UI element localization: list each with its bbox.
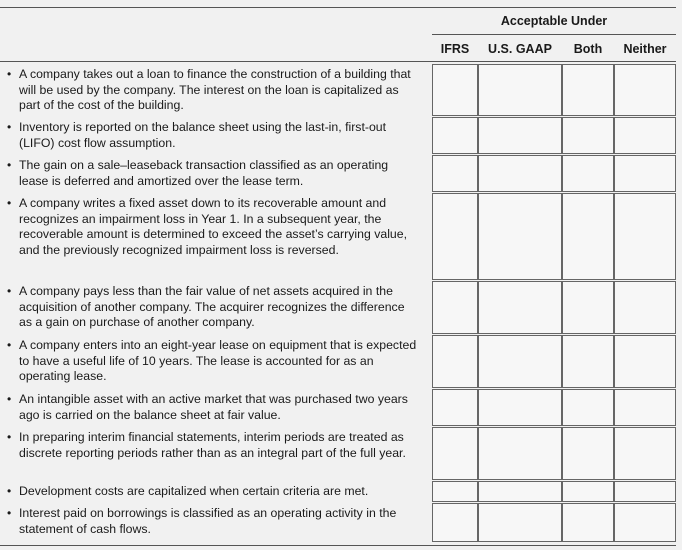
answer-box-neither[interactable] bbox=[614, 335, 676, 388]
table-row bbox=[0, 64, 432, 116]
answer-box-both[interactable] bbox=[562, 281, 614, 334]
answer-box-us-gaap[interactable] bbox=[478, 503, 562, 542]
bullet-icon: • bbox=[7, 196, 12, 210]
answer-box-neither[interactable] bbox=[614, 481, 676, 502]
answer-box-neither[interactable] bbox=[614, 64, 676, 116]
answer-box-both[interactable] bbox=[562, 155, 614, 192]
bullet-icon: • bbox=[7, 284, 12, 298]
bullet-icon: • bbox=[7, 67, 12, 81]
answer-box-ifrs[interactable] bbox=[432, 64, 478, 116]
table-row bbox=[0, 427, 432, 480]
answer-box-neither[interactable] bbox=[614, 155, 676, 192]
answer-box-neither[interactable] bbox=[614, 281, 676, 334]
answer-box-both[interactable] bbox=[562, 481, 614, 502]
group-header: Acceptable Under bbox=[500, 14, 608, 28]
statement-item bbox=[7, 284, 417, 331]
statement-text: A company enters into an eight-year lease on equipment that is expected to have a useful life of 10 years. The lease is accounted for as an operating lease. bbox=[19, 338, 417, 384]
answer-box-both[interactable] bbox=[562, 427, 614, 480]
answer-box-neither[interactable] bbox=[614, 427, 676, 480]
table-row bbox=[0, 281, 432, 334]
statement-item bbox=[7, 430, 417, 461]
statement-text: A company takes out a loan to finance the construction of a building that will be used by the company. The interest on the loan is capitalized as part of the cost of the building. bbox=[19, 67, 411, 113]
statement-text: Interest paid on borrowings is classified as an operating activity in the statement of cash flows. bbox=[19, 506, 397, 536]
statement-text: An intangible asset with an active market that was purchased two years ago is carried on the balance sheet at fair value. bbox=[19, 392, 408, 422]
answer-box-both[interactable] bbox=[562, 503, 614, 542]
answer-box-us-gaap[interactable] bbox=[478, 155, 562, 192]
answer-box-us-gaap[interactable] bbox=[478, 427, 562, 480]
answer-box-neither[interactable] bbox=[614, 389, 676, 426]
answer-box-ifrs[interactable] bbox=[432, 335, 478, 388]
answer-box-ifrs[interactable] bbox=[432, 117, 478, 154]
answer-box-both[interactable] bbox=[562, 64, 614, 116]
answer-box-us-gaap[interactable] bbox=[478, 389, 562, 426]
statement-text: The gain on a sale–leaseback transaction classified as an operating lease is deferred and amortized over the lease term. bbox=[19, 158, 389, 188]
bullet-icon: • bbox=[7, 430, 12, 444]
answer-box-us-gaap[interactable] bbox=[478, 117, 562, 154]
bullet-icon: • bbox=[7, 120, 12, 134]
answer-box-ifrs[interactable] bbox=[432, 155, 478, 192]
table-row bbox=[0, 389, 432, 426]
answer-box-both[interactable] bbox=[562, 193, 614, 280]
answer-box-us-gaap[interactable] bbox=[478, 335, 562, 388]
answer-box-ifrs[interactable] bbox=[432, 481, 478, 502]
statement-item bbox=[7, 506, 417, 537]
answer-box-ifrs[interactable] bbox=[432, 427, 478, 480]
header-rule bbox=[0, 61, 676, 62]
bullet-icon: • bbox=[7, 158, 12, 172]
statement-item bbox=[7, 392, 417, 423]
answer-box-neither[interactable] bbox=[614, 117, 676, 154]
statement-item bbox=[7, 67, 417, 114]
statement-text: Development costs are capitalized when certain criteria are met. bbox=[19, 484, 369, 498]
bullet-icon: • bbox=[7, 484, 12, 498]
column-header-us-gaap: U.S. GAAP bbox=[488, 42, 552, 56]
statement-text: A company pays less than the fair value of net assets acquired in the acquisition of another company. The acquirer recognizes the difference as a gain on purchase of another company. bbox=[19, 284, 405, 330]
top-rule bbox=[0, 7, 676, 8]
bullet-icon: • bbox=[7, 338, 12, 352]
answer-box-us-gaap[interactable] bbox=[478, 481, 562, 502]
answer-box-both[interactable] bbox=[562, 117, 614, 154]
answer-box-us-gaap[interactable] bbox=[478, 64, 562, 116]
statement-item bbox=[7, 338, 417, 385]
answer-box-us-gaap[interactable] bbox=[478, 193, 562, 280]
statement-item bbox=[7, 120, 417, 151]
answer-box-ifrs[interactable] bbox=[432, 193, 478, 280]
answer-box-us-gaap[interactable] bbox=[478, 281, 562, 334]
answer-box-neither[interactable] bbox=[614, 503, 676, 542]
statement-item bbox=[7, 484, 417, 500]
table-row bbox=[0, 193, 432, 280]
column-header-neither: Neither bbox=[623, 42, 667, 56]
answer-box-both[interactable] bbox=[562, 389, 614, 426]
table-row bbox=[0, 117, 432, 154]
table-row bbox=[0, 335, 432, 388]
statement-item bbox=[7, 158, 417, 189]
answer-box-both[interactable] bbox=[562, 335, 614, 388]
statement-text: Inventory is reported on the balance sheet using the last-in, first-out (LIFO) cost flow assumption. bbox=[19, 120, 387, 150]
group-header-rule bbox=[432, 34, 676, 35]
table-row bbox=[0, 481, 432, 502]
bottom-rule bbox=[0, 545, 676, 546]
statement-text: In preparing interim financial statements, interim periods are treated as discrete reporting periods rather than as an integral part of the full year. bbox=[19, 430, 406, 460]
column-header-both: Both bbox=[573, 42, 603, 56]
bullet-icon: • bbox=[7, 506, 12, 520]
answer-box-ifrs[interactable] bbox=[432, 281, 478, 334]
statement-item bbox=[7, 196, 417, 258]
answer-box-ifrs[interactable] bbox=[432, 389, 478, 426]
table-row bbox=[0, 503, 432, 542]
answer-box-neither[interactable] bbox=[614, 193, 676, 280]
column-header-ifrs: IFRS bbox=[440, 42, 470, 56]
statement-text: A company writes a fixed asset down to its recoverable amount and recognizes an impairment loss in Year 1. In a subsequent year, the recoverable amount is determined to exceed the asset’s carrying value, and the previously recognized impairment loss is reversed. bbox=[19, 196, 408, 257]
table-row bbox=[0, 155, 432, 192]
bullet-icon: • bbox=[7, 392, 12, 406]
answer-box-ifrs[interactable] bbox=[432, 503, 478, 542]
